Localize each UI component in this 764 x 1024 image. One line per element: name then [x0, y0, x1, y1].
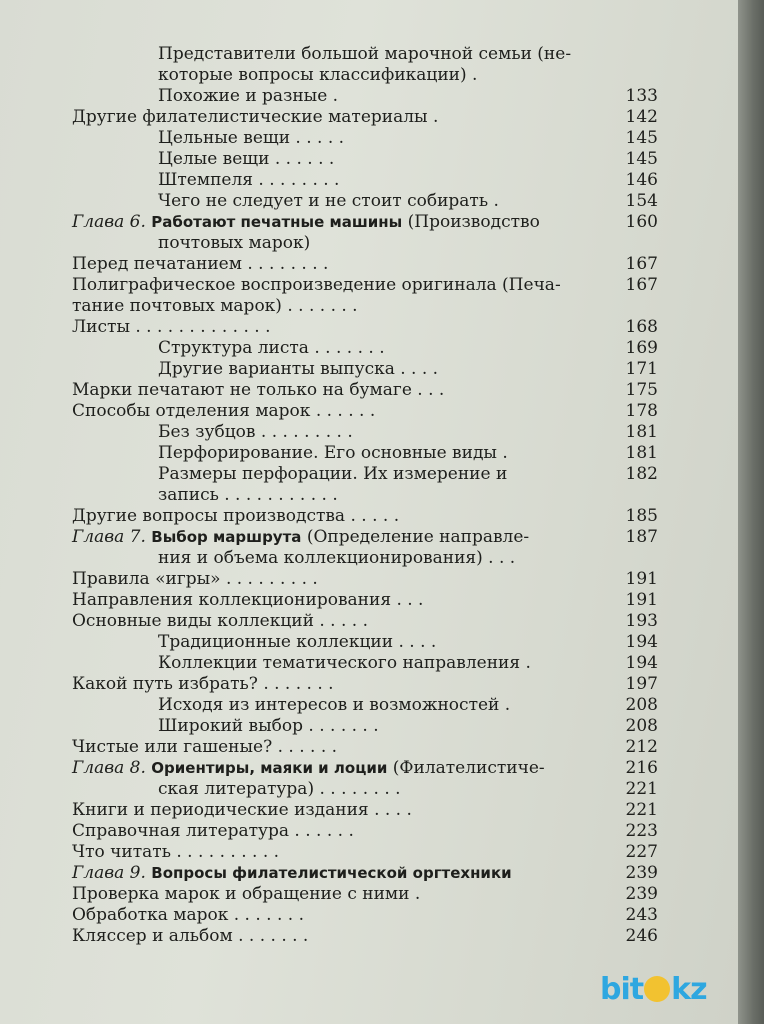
toc-chapter — [0, 527, 738, 548]
toc-entry-page: 142 — [625, 107, 658, 127]
toc-entry-page: 191 — [625, 590, 658, 610]
toc-entry-page: 208 — [625, 716, 658, 736]
toc-entry — [0, 800, 738, 821]
toc-entry-text: Традиционные коллекции . . . . — [158, 632, 437, 652]
toc-entry — [0, 569, 738, 590]
toc-chapter — [0, 863, 738, 884]
toc-entry-text: Обработка марок . . . . . . . — [72, 905, 304, 925]
toc-entry-text: Полиграфическое воспроизведение оригинала (Печа- — [72, 275, 561, 295]
toc-entry-page: 221 — [625, 800, 658, 820]
toc-entry — [0, 233, 738, 254]
toc-entry — [0, 548, 738, 569]
chapter-number: Глава 9. — [72, 863, 146, 883]
toc-entry-text: Направления коллекционирования . . . — [72, 590, 424, 610]
toc-entry — [0, 254, 738, 275]
toc-entry — [0, 296, 738, 317]
toc-entry-text: Листы . . . . . . . . . . . . . — [72, 317, 271, 337]
toc-entry-page: 193 — [625, 611, 658, 631]
toc-entry-page: 181 — [625, 422, 658, 442]
toc-entry — [0, 653, 738, 674]
toc-entry-page: 145 — [625, 128, 658, 148]
toc-entry-text: Чистые или гашеные? . . . . . . — [72, 737, 338, 757]
watermark-text-end: z — [690, 972, 707, 1007]
toc-entry — [0, 128, 738, 149]
toc-entry-text: Структура листа . . . . . . . — [158, 338, 385, 358]
toc-entry-page: 181 — [625, 443, 658, 463]
toc-entry-text: Способы отделения марок . . . . . . — [72, 401, 376, 421]
toc-entry-text: запись . . . . . . . . . . . — [158, 485, 338, 505]
toc-entry-page: 216 — [625, 758, 658, 778]
toc-entry — [0, 590, 738, 611]
toc-entry — [0, 443, 738, 464]
toc-entry-text: Марки печатают не только на бумаге . . . — [72, 380, 445, 400]
toc-entry-page: 146 — [625, 170, 658, 190]
toc-entry-text: Коллекции тематического направления . — [158, 653, 531, 673]
toc-entry-text: Штемпеля . . . . . . . . — [158, 170, 340, 190]
toc-entry — [0, 149, 738, 170]
chapter-title: Вопросы филателистической оргтехники — [151, 864, 512, 882]
toc-entry-text: Перед печатанием . . . . . . . . — [72, 254, 329, 274]
toc-entry-text: Другие вопросы производства . . . . . — [72, 506, 400, 526]
toc-entry-page: 208 — [625, 695, 658, 715]
toc-entry-text: Кляссер и альбом . . . . . . . — [72, 926, 309, 946]
table-of-contents — [0, 44, 738, 947]
toc-entry-text: Правила «игры» . . . . . . . . . — [72, 569, 318, 589]
toc-entry — [0, 737, 738, 758]
toc-entry-text: Без зубцов . . . . . . . . . — [158, 422, 353, 442]
toc-entry-text: Целые вещи . . . . . . — [158, 149, 335, 169]
toc-chapter-line — [72, 212, 540, 233]
chapter-subtitle: (Производство — [407, 212, 540, 232]
toc-entry-page: 227 — [625, 842, 658, 862]
toc-entry-text: Представители большой марочной семьи (не- — [158, 44, 572, 64]
toc-entry-page: 169 — [625, 338, 658, 358]
toc-chapter — [0, 758, 738, 779]
toc-entry-text: Проверка марок и обращение с ними . — [72, 884, 421, 904]
toc-entry — [0, 716, 738, 737]
toc-entry — [0, 107, 738, 128]
toc-entry-page: 160 — [625, 212, 658, 232]
toc-entry-page: 154 — [625, 191, 658, 211]
toc-entry-text: Основные виды коллекций . . . . . — [72, 611, 368, 631]
toc-entry — [0, 338, 738, 359]
page-edge — [738, 0, 764, 1024]
toc-entry-page: 243 — [625, 905, 658, 925]
toc-entry — [0, 905, 738, 926]
toc-chapter — [0, 212, 738, 233]
toc-entry-text: ния и объема коллекционирования) . . . — [158, 548, 516, 568]
watermark-logo — [600, 972, 707, 1007]
chapter-subtitle: (Определение направле- — [306, 527, 530, 547]
watermark-text-mid: k — [671, 972, 691, 1007]
toc-entry-page: 167 — [625, 275, 658, 295]
toc-entry — [0, 884, 738, 905]
toc-entry — [0, 611, 738, 632]
toc-entry — [0, 191, 738, 212]
toc-entry — [0, 44, 738, 65]
toc-chapter-line — [72, 758, 545, 779]
toc-entry-page: 197 — [625, 674, 658, 694]
toc-entry-page: 191 — [625, 569, 658, 589]
watermark-text-start: bit — [600, 972, 644, 1007]
toc-entry-page: 221 — [625, 779, 658, 799]
toc-entry — [0, 485, 738, 506]
toc-entry-text: Цельные вещи . . . . . — [158, 128, 345, 148]
toc-entry — [0, 632, 738, 653]
toc-entry-page: 239 — [625, 884, 658, 904]
toc-entry-page: 212 — [625, 737, 658, 757]
toc-entry-text: которые вопросы классификации) . — [158, 65, 478, 85]
toc-entry — [0, 506, 738, 527]
chapter-number: Глава 6. — [72, 212, 146, 232]
toc-entry — [0, 359, 738, 380]
toc-entry — [0, 65, 738, 86]
toc-chapter-line — [72, 527, 529, 548]
toc-entry-text: Другие филателистические материалы . — [72, 107, 439, 127]
toc-entry-text: почтовых марок) — [158, 233, 311, 253]
toc-entry-page: 167 — [625, 254, 658, 274]
toc-entry-page: 182 — [625, 464, 658, 484]
toc-entry — [0, 86, 738, 107]
toc-entry-page: 145 — [625, 149, 658, 169]
toc-entry — [0, 170, 738, 191]
toc-entry-text: тание почтовых марок) . . . . . . . — [72, 296, 358, 316]
toc-entry-text: Похожие и разные . — [158, 86, 339, 106]
toc-entry-page: 223 — [625, 821, 658, 841]
chapter-subtitle: (Филателистиче- — [392, 758, 545, 778]
toc-entry-text: Широкий выбор . . . . . . . — [158, 716, 379, 736]
toc-entry-page: 133 — [625, 86, 658, 106]
toc-entry-text: Исходя из интересов и возможностей . — [158, 695, 511, 715]
toc-entry — [0, 842, 738, 863]
toc-entry-text: Какой путь избрать? . . . . . . . — [72, 674, 334, 694]
toc-chapter-line — [72, 863, 512, 884]
coin-icon — [644, 976, 670, 1002]
toc-entry-text: Книги и периодические издания . . . . — [72, 800, 412, 820]
toc-entry — [0, 317, 738, 338]
chapter-title: Работают печатные машины — [151, 213, 403, 231]
chapter-number: Глава 8. — [72, 758, 146, 778]
toc-entry-page: 239 — [625, 863, 658, 883]
toc-entry-text: Справочная литература . . . . . . — [72, 821, 354, 841]
toc-entry-page: 178 — [625, 401, 658, 421]
toc-entry-text: Что читать . . . . . . . . . . — [72, 842, 280, 862]
toc-entry — [0, 275, 738, 296]
toc-entry — [0, 779, 738, 800]
toc-entry-page: 194 — [625, 632, 658, 652]
toc-entry — [0, 674, 738, 695]
toc-entry-page: 246 — [625, 926, 658, 946]
toc-entry — [0, 380, 738, 401]
toc-entry-page: 175 — [625, 380, 658, 400]
toc-entry — [0, 401, 738, 422]
chapter-number: Глава 7. — [72, 527, 146, 547]
chapter-title: Ориентиры, маяки и лоции — [151, 759, 388, 777]
chapter-title: Выбор маршрута — [151, 528, 302, 546]
toc-entry — [0, 821, 738, 842]
toc-entry-page: 185 — [625, 506, 658, 526]
toc-entry-page: 168 — [625, 317, 658, 337]
toc-entry-text: Другие варианты выпуска . . . . — [158, 359, 439, 379]
toc-entry-text: ская литература) . . . . . . . . — [158, 779, 401, 799]
toc-entry-page: 194 — [625, 653, 658, 673]
toc-entry — [0, 422, 738, 443]
toc-entry-text: Перфорирование. Его основные виды . — [158, 443, 508, 463]
toc-entry — [0, 695, 738, 716]
toc-entry-text: Размеры перфорации. Их измерение и — [158, 464, 508, 484]
toc-entry — [0, 464, 738, 485]
toc-entry — [0, 926, 738, 947]
toc-entry-page: 171 — [625, 359, 658, 379]
toc-entry-page: 187 — [625, 527, 658, 547]
toc-entry-text: Чего не следует и не стоит собирать . — [158, 191, 499, 211]
